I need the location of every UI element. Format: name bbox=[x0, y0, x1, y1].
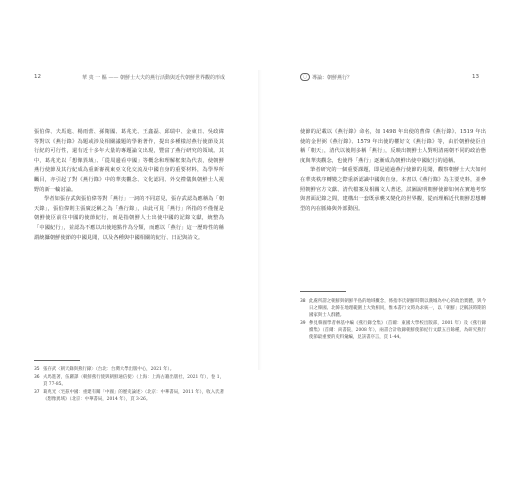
right-page bbox=[260, 0, 520, 500]
left-footnote-rule bbox=[34, 360, 80, 361]
right-paragraph-2: 筆者研究的一個重要課題，即是通過燕行使節的見聞，觀察朝鮮士大夫如何在華夷秩序轉變之際重新認識中國與自身。本書以《燕行錄》為主要史料，並參照朝鮮官方文獻、清代檔案及相關文人著述，試圖說明朝鮮使節如何在實地考察與書面記錄之間，建構出一套既承襲又變化的世界觀，從而理解近代朝鮮思想轉型的內在脈絡與外部動因。 bbox=[300, 167, 486, 212]
footnote bbox=[34, 374, 224, 388]
footnote bbox=[34, 389, 224, 403]
footnote bbox=[34, 366, 224, 373]
right-paragraph-1: 使節的記載以《燕行錄》命名，如 1498 年出使的曹偉《燕行錄》、1519 年出使的金世弼《燕行錄》、1579 年出使的權好文《燕行錄》等，由於朝鮮使臣自稱「朝天」，清代以後則多稱「燕行」，反映出朝鮮士人對明清兩朝不同的政治態度與華夷觀念，也使得「燕行」逐漸成為朝鮮出使中國紀行的通稱。 bbox=[300, 129, 486, 164]
footnote-text: 參見韓國學者林基中編《燕行錄全集》（首爾：東國大學校出版部，2001 年）及《燕行錄續集》（首爾：尚書院，2008 年），兩書合計收錄朝鮮使節紀行文獻五百餘種，為研究燕行使節最重要的史料彙編，見該書序言，頁 1-44。 bbox=[309, 321, 486, 340]
footnote-number: 36 bbox=[34, 375, 40, 380]
left-paragraph-2: 學者如張存武與張伯偉等對「燕行」一詞的不同意見，張存武認為應稱為「朝天錄」，張伯偉則主張廣泛稱之為「燕行錄」，由此可見「燕行」所指的不僅僅是朝鮮使臣前往中國的使節紀行，而是指朝鮮人士出使中國的記錄文獻，統整為「中國紀行」，並認為不應以出使地點作為分類，而應以「燕行」這一歷時性的稱謂統攝朝鮮使節的中國見聞，以及各種與中國相關的紀行、日記與詩文。 bbox=[34, 196, 224, 241]
left-body-text bbox=[34, 128, 224, 243]
footnote-number: 39 bbox=[300, 321, 306, 326]
left-running-title: 華 夷 一 樞 —— 朝鮮士大夫的燕行活動與近代朝鮮世界觀的形成 bbox=[82, 75, 225, 81]
chapter-circle-icon: 〇 bbox=[300, 73, 310, 81]
footnote-number: 37 bbox=[34, 390, 40, 395]
footnote bbox=[300, 320, 486, 341]
left-footnotes bbox=[34, 366, 224, 404]
right-body-text bbox=[300, 128, 486, 214]
left-paragraph-1: 張伯偉、夫馬進、楊雨蕾、孫衛國、葛兆光、王鑫磊、邱瑞中、金東日、吳政緯等對以《燕行錄》為題或涉及相關議題的學術著作，提出多種樣討燕行使節及其行紀的可行性，還有近十多年大量的專題論文出現，豐富了燕行研究的領域。其中，葛兆光以「想像異域」、「從周邊看中國」等概念和理解框架為代表，使朝鮮燕行使節及其行紀成為重新審視東亞文化交流及中國自身的重要材料，為學界所矚目，亦引起了對《燕行錄》中的華夷觀念、文化認同、外交禮儀與朝鮮士人視野的新一輪討論。 bbox=[34, 129, 224, 193]
right-page-number: 13 bbox=[472, 74, 479, 80]
right-footnote-rule bbox=[300, 291, 346, 292]
footnote-number: 38 bbox=[300, 299, 306, 304]
left-page-number: 12 bbox=[34, 74, 41, 80]
footnote-text: 張存武〈朝天錄與燕行錄〉（台北：台灣大學出版中心，2021 年）。 bbox=[43, 367, 175, 372]
right-footnotes bbox=[300, 298, 486, 342]
footnote-text: 夫馬進著，伍躍譯〈朝鮮燕行使與朝鮮通信使〉（上海：上海古籍出版社，2021 年），卷 1，頁 77-85。 bbox=[43, 375, 224, 387]
footnote-text: 此處所謂之朝鮮與朝鮮半島的地域概念，係指李氏朝鮮時期以漢城為中心的政治實體，與今日之韓國、北韓在地理範圍上大致相同，惟本書行文時為求統一，以「朝鮮」泛稱該時期的國家與士人群體。 bbox=[309, 299, 486, 318]
footnote-number: 35 bbox=[34, 367, 40, 372]
footnote-text: 葛兆光〈宅茲中國：重建有關「中國」的歷史論述〉（北京：中華書局，2011 年），收入氏著《想像異域》（北京：中華書局，2014 年），頁 3-26。 bbox=[43, 390, 224, 402]
footnote bbox=[300, 298, 486, 319]
right-running-title: 導論：朝鮮燕行？ bbox=[312, 75, 353, 81]
